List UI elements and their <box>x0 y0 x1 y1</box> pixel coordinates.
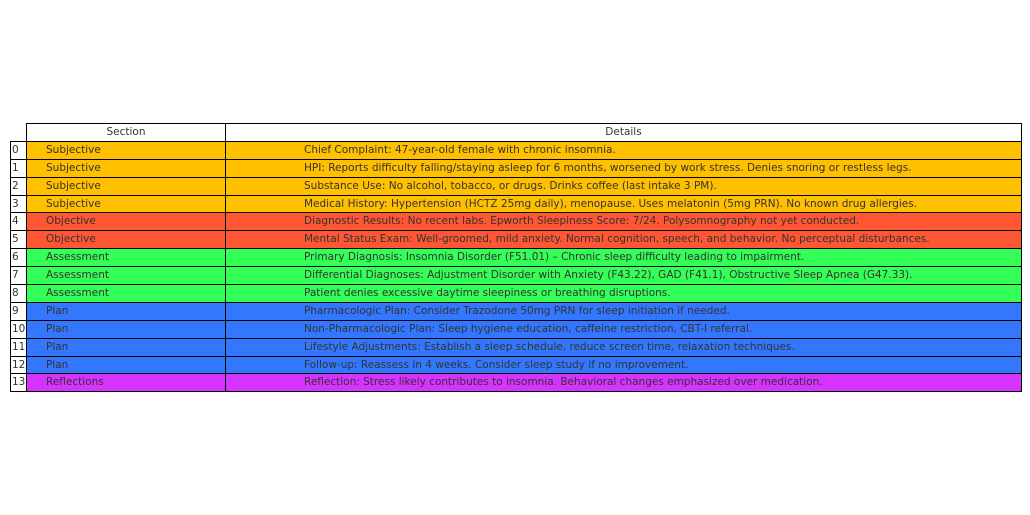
section-cell: Plan <box>26 338 226 357</box>
section-cell: Assessment <box>26 284 226 303</box>
section-column-header: Section <box>26 123 226 142</box>
row-index: 13 <box>10 373 27 392</box>
section-cell: Objective <box>26 212 226 231</box>
row-index: 4 <box>10 212 27 231</box>
table-row <box>10 195 1021 213</box>
header-row <box>10 123 1021 141</box>
soap-note-table <box>10 123 1021 391</box>
table-row <box>10 284 1021 302</box>
row-index: 6 <box>10 248 27 267</box>
table-row <box>10 338 1021 356</box>
section-cell: Reflections <box>26 373 226 392</box>
details-cell: Differential Diagnoses: Adjustment Disorder with Anxiety (F43.22), GAD (F41.1), Obstructive Sleep Apnea (G47.33). <box>225 266 1022 285</box>
details-cell: Primary Diagnosis: Insomnia Disorder (F51.01) – Chronic sleep difficulty leading to impairment. <box>225 248 1022 267</box>
section-cell: Objective <box>26 230 226 249</box>
table-row <box>10 373 1021 391</box>
section-cell: Plan <box>26 356 226 375</box>
table-row <box>10 320 1021 338</box>
section-cell: Assessment <box>26 266 226 285</box>
details-column-header: Details <box>225 123 1022 142</box>
table-row <box>10 266 1021 284</box>
details-cell: Reflection: Stress likely contributes to insomnia. Behavioral changes emphasized over medication. <box>225 373 1022 392</box>
details-cell: Pharmacologic Plan: Consider Trazodone 50mg PRN for sleep initiation if needed. <box>225 302 1022 321</box>
details-cell: Chief Complaint: 47-year-old female with chronic insomnia. <box>225 141 1022 160</box>
section-cell: Subjective <box>26 159 226 178</box>
details-cell: Patient denies excessive daytime sleepiness or breathing disruptions. <box>225 284 1022 303</box>
table-row <box>10 141 1021 159</box>
table-row <box>10 177 1021 195</box>
index-header <box>10 123 27 142</box>
section-cell: Subjective <box>26 195 226 214</box>
row-index: 11 <box>10 338 27 357</box>
section-cell: Assessment <box>26 248 226 267</box>
row-index: 12 <box>10 356 27 375</box>
row-index: 9 <box>10 302 27 321</box>
details-cell: Substance Use: No alcohol, tobacco, or drugs. Drinks coffee (last intake 3 PM). <box>225 177 1022 196</box>
details-cell: HPI: Reports difficulty falling/staying asleep for 6 months, worsened by work stress. Denies snoring or restless legs. <box>225 159 1022 178</box>
table-row <box>10 159 1021 177</box>
details-cell: Mental Status Exam: Well-groomed, mild anxiety. Normal cognition, speech, and behavior. No perceptual disturbances. <box>225 230 1022 249</box>
row-index: 7 <box>10 266 27 285</box>
row-index: 8 <box>10 284 27 303</box>
details-cell: Follow-up: Reassess in 4 weeks. Consider sleep study if no improvement. <box>225 356 1022 375</box>
table-row <box>10 302 1021 320</box>
table-row <box>10 212 1021 230</box>
row-index: 10 <box>10 320 27 339</box>
row-index: 2 <box>10 177 27 196</box>
table-row <box>10 356 1021 374</box>
section-cell: Plan <box>26 302 226 321</box>
section-cell: Subjective <box>26 141 226 160</box>
table-row <box>10 230 1021 248</box>
row-index: 3 <box>10 195 27 214</box>
row-index: 0 <box>10 141 27 160</box>
row-index: 5 <box>10 230 27 249</box>
details-cell: Lifestyle Adjustments: Establish a sleep schedule, reduce screen time, relaxation techniques. <box>225 338 1022 357</box>
table-row <box>10 248 1021 266</box>
table-body <box>10 141 1021 391</box>
section-cell: Plan <box>26 320 226 339</box>
section-cell: Subjective <box>26 177 226 196</box>
row-index: 1 <box>10 159 27 178</box>
details-cell: Non-Pharmacologic Plan: Sleep hygiene education, caffeine restriction, CBT-I referral. <box>225 320 1022 339</box>
details-cell: Diagnostic Results: No recent labs. Epworth Sleepiness Score: 7/24. Polysomnography not yet conducted. <box>225 212 1022 231</box>
details-cell: Medical History: Hypertension (HCTZ 25mg daily), menopause. Uses melatonin (5mg PRN). No known drug allergies. <box>225 195 1022 214</box>
